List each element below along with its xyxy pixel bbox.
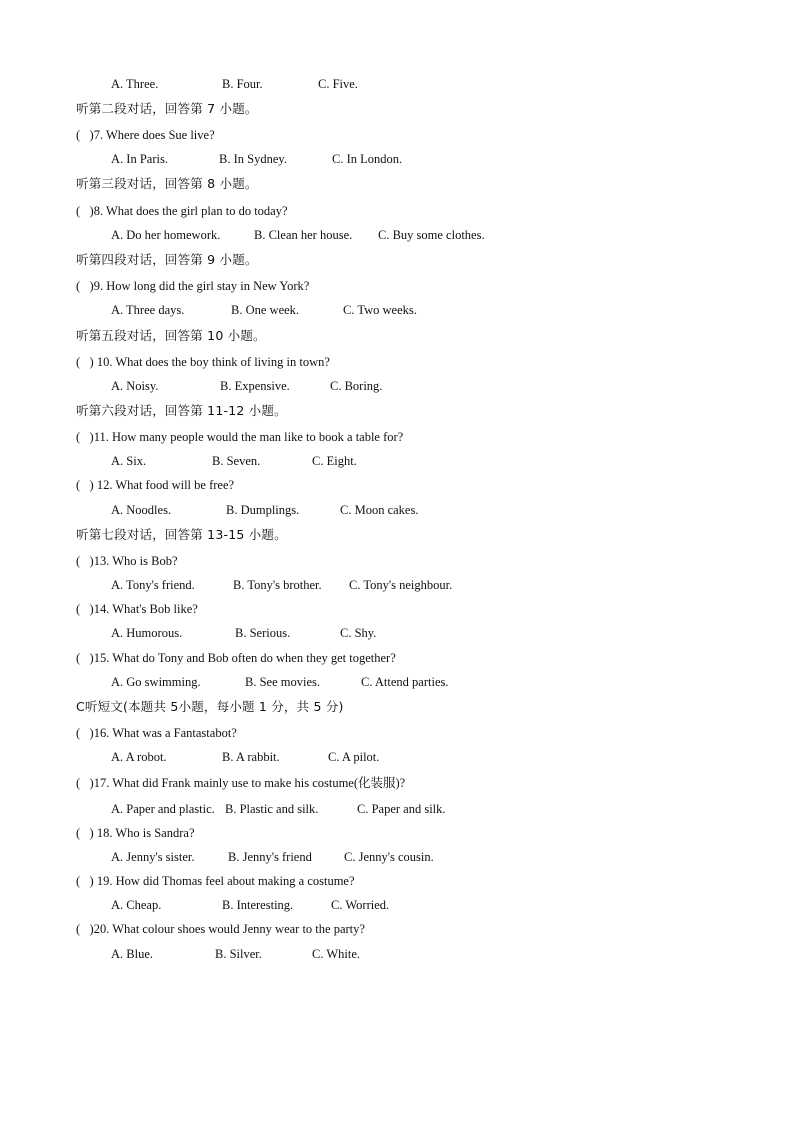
- section-heading: 听第二段对话，回答第 7 小题。: [76, 101, 258, 116]
- answer-option: B. One week.: [231, 303, 300, 317]
- answer-option: C. A pilot.: [328, 750, 380, 764]
- answer-option: B. See movies.: [245, 675, 320, 689]
- answer-option: A. Noodles.: [111, 503, 172, 517]
- section-heading: 听第五段对话，回答第 10 小题。: [76, 328, 266, 343]
- option-row: [0, 946, 793, 962]
- option-row: [0, 151, 793, 167]
- answer-option: C. In London.: [332, 152, 403, 166]
- answer-option: A. Go swimming.: [111, 675, 201, 689]
- answer-option: B. In Sydney.: [219, 152, 287, 166]
- answer-option: C. Shy.: [340, 626, 377, 640]
- answer-option: B. Silver.: [215, 947, 262, 961]
- answer-option: B. Interesting.: [222, 898, 294, 912]
- answer-option: B. A rabbit.: [222, 750, 280, 764]
- option-row: [0, 674, 793, 690]
- answer-option: C. Eight.: [312, 454, 357, 468]
- answer-option: B. Jenny's friend: [228, 850, 312, 864]
- question-text: ( )20. What colour shoes would Jenny wear to the party?: [76, 922, 365, 936]
- option-row: [0, 801, 793, 817]
- question-text: ( ) 19. How did Thomas feel about making a costume?: [76, 874, 355, 888]
- option-row: [0, 502, 793, 518]
- answer-option: A. In Paris.: [111, 152, 168, 166]
- answer-option: C. Buy some clothes.: [378, 228, 485, 242]
- question-text: ( )7. Where does Sue live?: [76, 128, 215, 142]
- section-heading: C听短文(本题共 5小题，每小题 1 分，共 5 分): [76, 699, 344, 714]
- option-row: [0, 577, 793, 593]
- section-heading: 听第六段对话，回答第 11-12 小题。: [76, 403, 287, 418]
- section-heading: 听第四段对话，回答第 9 小题。: [76, 252, 258, 267]
- question-text: ( )14. What's Bob like?: [76, 602, 198, 616]
- answer-option: C. White.: [312, 947, 361, 961]
- section-heading: 听第七段对话，回答第 13-15 小题。: [76, 527, 287, 542]
- option-row: [0, 897, 793, 913]
- answer-option: A. Noisy.: [111, 379, 159, 393]
- answer-option: B. Tony's brother.: [233, 578, 322, 592]
- answer-option: A. Three days.: [111, 303, 185, 317]
- question-text: ( ) 12. What food will be free?: [76, 478, 235, 492]
- answer-option: B. Dumplings.: [226, 503, 300, 517]
- answer-option: C. Worried.: [331, 898, 390, 912]
- question-text: ( )13. Who is Bob?: [76, 554, 178, 568]
- answer-option: B. Four.: [222, 77, 263, 91]
- option-row: [0, 849, 793, 865]
- answer-option: A. Three.: [111, 77, 159, 91]
- question-text: ( )9. How long did the girl stay in New York?: [76, 279, 310, 293]
- question-text: ( )16. What was a Fantastabot?: [76, 726, 237, 740]
- answer-option: A. Humorous.: [111, 626, 183, 640]
- option-row: [0, 453, 793, 469]
- section-heading: 听第三段对话，回答第 8 小题。: [76, 176, 258, 191]
- answer-option: C. Two weeks.: [343, 303, 417, 317]
- answer-option: B. Serious.: [235, 626, 291, 640]
- answer-option: C. Five.: [318, 77, 358, 91]
- option-row: [0, 302, 793, 318]
- answer-option: B. Expensive.: [220, 379, 290, 393]
- answer-option: B. Plastic and silk.: [225, 802, 319, 816]
- option-row: [0, 227, 793, 243]
- question-text: ( )8. What does the girl plan to do today?: [76, 204, 288, 218]
- answer-option: A. Six.: [111, 454, 147, 468]
- answer-option: A. Do her homework.: [111, 228, 221, 242]
- answer-option: C. Attend parties.: [361, 675, 449, 689]
- answer-option: C. Paper and silk.: [357, 802, 446, 816]
- answer-option: B. Seven.: [212, 454, 261, 468]
- question-text: ( )17. What did Frank mainly use to make his costume(化装服)?: [76, 776, 406, 790]
- question-text: ( )11. How many people would the man like to book a table for?: [76, 430, 404, 444]
- option-row: [0, 625, 793, 641]
- question-text: ( ) 10. What does the boy think of living in town?: [76, 355, 330, 369]
- question-text: ( ) 18. Who is Sandra?: [76, 826, 195, 840]
- option-row: [0, 378, 793, 394]
- answer-option: A. Paper and plastic.: [111, 802, 215, 816]
- option-row: [0, 749, 793, 765]
- answer-option: C. Moon cakes.: [340, 503, 419, 517]
- answer-option: A. Tony's friend.: [111, 578, 195, 592]
- answer-option: C. Boring.: [330, 379, 383, 393]
- answer-option: B. Clean her house.: [254, 228, 353, 242]
- answer-option: A. Jenny's sister.: [111, 850, 195, 864]
- answer-option: C. Tony's neighbour.: [349, 578, 453, 592]
- option-row: [0, 76, 793, 92]
- answer-option: A. A robot.: [111, 750, 167, 764]
- answer-option: A. Blue.: [111, 947, 154, 961]
- answer-option: A. Cheap.: [111, 898, 162, 912]
- answer-option: C. Jenny's cousin.: [344, 850, 434, 864]
- question-text: ( )15. What do Tony and Bob often do when they get together?: [76, 651, 396, 665]
